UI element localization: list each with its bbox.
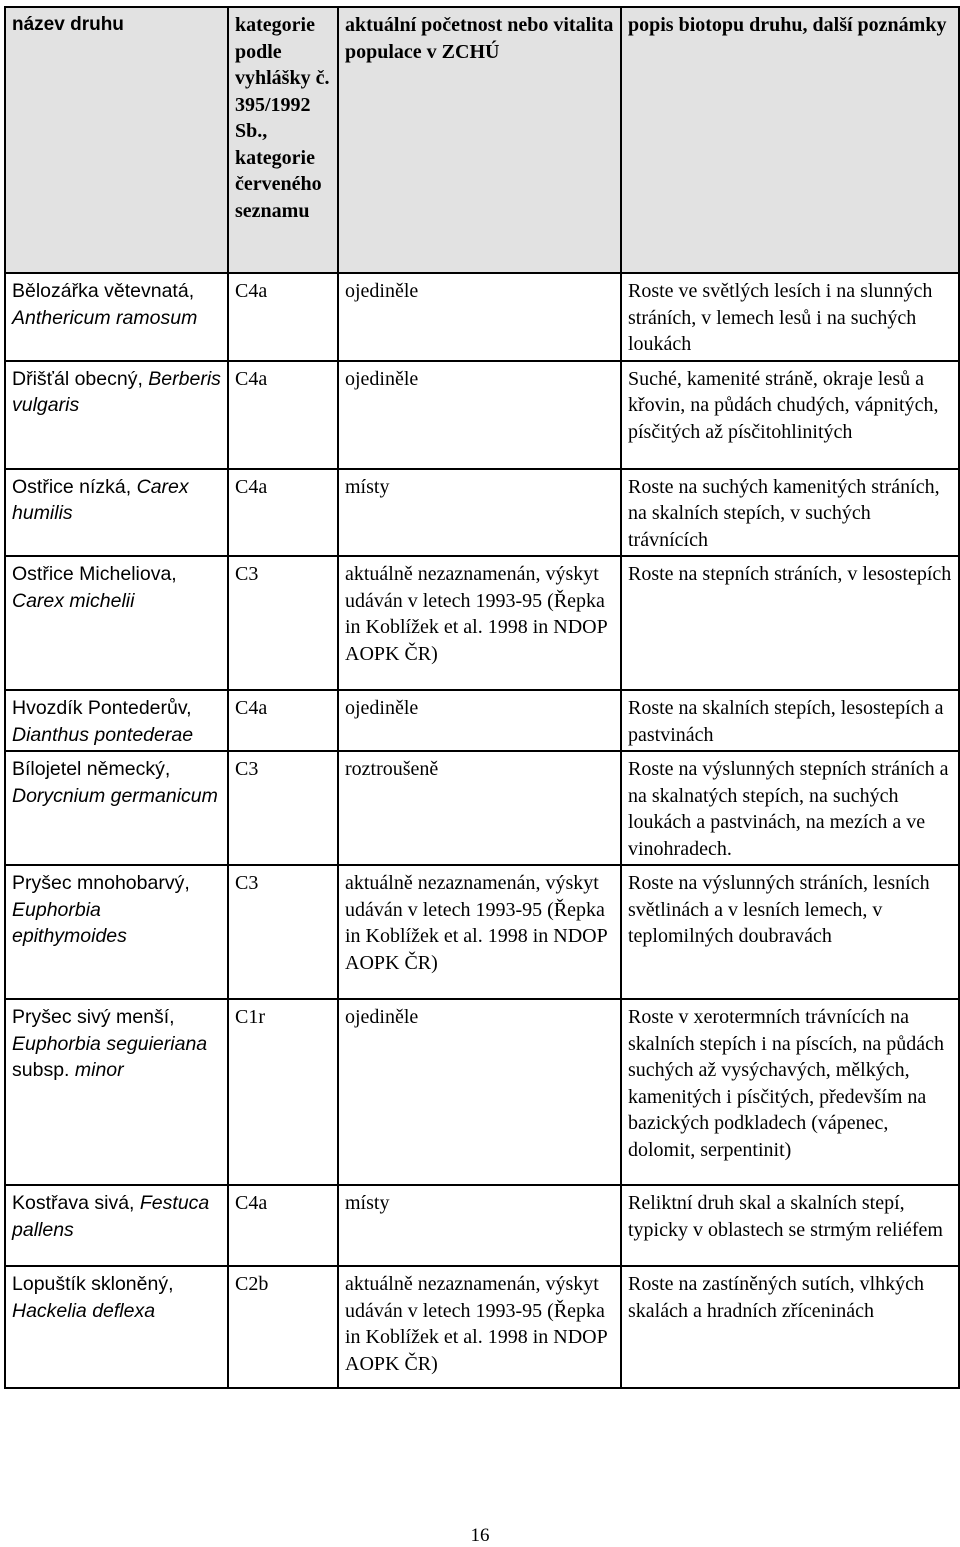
latin-name: Dorycnium germanicum (12, 784, 218, 807)
table-row (5, 1185, 959, 1266)
latin-name: Hackelia deflexa (12, 1299, 156, 1322)
population-cell: ojediněle (338, 361, 621, 469)
latin-name: Carex humilis (12, 475, 189, 524)
category-cell: C4a (228, 690, 338, 751)
header-species-name: název druhu (5, 7, 228, 273)
population-cell: místy (338, 469, 621, 557)
header-habitat-notes: popis biotopu druhu, další poznámky (621, 7, 959, 273)
table-header-row (5, 7, 959, 273)
habitat-notes-cell: Roste v xerotermních trávnících na skalních stepích i na píscích, na půdách suchých až vysýchavých, mělkých, kamenitých i písčitých, především na bazických podkladech (vápenec, dolomit, serpentinit) (621, 999, 959, 1185)
species-name-cell (5, 999, 228, 1185)
population-cell: aktuálně nezaznamenán, výskyt udáván v letech 1993-95 (Řepka in Koblížek et al. 1998 in NDOP AOPK ČR) (338, 556, 621, 690)
habitat-notes-cell: Roste na zastíněných sutích, vlhkých skalách a hradních zříceninách (621, 1266, 959, 1388)
habitat-notes-cell: Roste na skalních stepích, lesostepích a pastvinách (621, 690, 959, 751)
latin-name: Euphorbia epithymoides (12, 898, 127, 947)
habitat-notes-cell: Reliktní druh skal a skalních stepí, typicky v oblastech se strmým reliéfem (621, 1185, 959, 1266)
common-name: Pryšec mnohobarvý, (12, 872, 190, 894)
habitat-notes-cell: Roste na suchých kamenitých stráních, na skalních stepích, v suchých trávnících (621, 469, 959, 557)
common-name: Lopuštík skloněný, (12, 1273, 174, 1295)
species-name-cell (5, 1185, 228, 1266)
population-cell: ojediněle (338, 273, 621, 361)
population-cell: ojediněle (338, 690, 621, 751)
latin-name: Berberis vulgaris (12, 367, 221, 416)
species-name-cell (5, 865, 228, 999)
header-population: aktuální početnost nebo vitalita populace v ZCHÚ (338, 7, 621, 273)
common-name: Ostřice nízká, (12, 475, 132, 498)
common-name: Pryšec sivý menší, (12, 1006, 175, 1028)
header-category: kategorie podle vyhlášky č. 395/1992 Sb., kategorie červeného seznamu (228, 7, 338, 273)
habitat-notes-cell: Suché, kamenité stráně, okraje lesů a křovin, na půdách chudých, vápnitých, písčitých až písčitohlinitých (621, 361, 959, 469)
category-cell: C3 (228, 751, 338, 865)
habitat-notes-cell: Roste na výslunných stráních, lesních světlinách a v lesních lemech, v teplomilných doubravách (621, 865, 959, 999)
common-name: Hvozdík Pontederův, (12, 697, 192, 719)
habitat-notes-cell: Roste na stepních stráních, v lesostepích (621, 556, 959, 690)
category-cell: C4a (228, 469, 338, 557)
latin-rank: subsp. (12, 1059, 70, 1081)
category-cell: C4a (228, 273, 338, 361)
species-name-cell (5, 361, 228, 469)
table-row (5, 556, 959, 690)
table-row (5, 999, 959, 1185)
species-name-cell (5, 273, 228, 361)
table-row (5, 469, 959, 557)
table-row (5, 361, 959, 469)
latin-name: Euphorbia seguieriana (12, 1032, 208, 1055)
latin-name: Anthericum ramosum (12, 306, 198, 329)
species-name-cell (5, 690, 228, 751)
category-cell: C4a (228, 361, 338, 469)
habitat-notes-cell: Roste ve světlých lesích i na slunných stráních, v lemech lesů i na suchých loukách (621, 273, 959, 361)
latin-name: Carex michelii (12, 589, 135, 612)
species-name-cell (5, 751, 228, 865)
common-name: Bělozářka větevnatá, (12, 280, 195, 302)
species-table (4, 6, 960, 1389)
species-name-cell (5, 556, 228, 690)
table-row (5, 865, 959, 999)
common-name: Kostřava sivá, (12, 1192, 135, 1214)
category-cell: C4a (228, 1185, 338, 1266)
table-row (5, 751, 959, 865)
latin-name: Festuca pallens (12, 1192, 210, 1241)
page-number: 16 (470, 1525, 490, 1546)
category-cell: C3 (228, 865, 338, 999)
population-cell: místy (338, 1185, 621, 1266)
category-cell: C3 (228, 556, 338, 690)
population-cell: roztroušeně (338, 751, 621, 865)
table-row (5, 690, 959, 751)
table-row (5, 273, 959, 361)
latin-infraspecific: minor (74, 1059, 124, 1081)
species-name-cell (5, 469, 228, 557)
population-cell: ojediněle (338, 999, 621, 1185)
species-name-cell (5, 1266, 228, 1388)
common-name: Dřišťál obecný, (12, 367, 143, 390)
population-cell: aktuálně nezaznamenán, výskyt udáván v letech 1993-95 (Řepka in Koblížek et al. 1998 in NDOP AOPK ČR) (338, 865, 621, 999)
common-name: Bílojetel německý, (12, 758, 171, 780)
population-cell: aktuálně nezaznamenán, výskyt udáván v letech 1993-95 (Řepka in Koblížek et al. 1998 in NDOP AOPK ČR) (338, 1266, 621, 1388)
habitat-notes-cell: Roste na výslunných stepních stráních a na skalnatých stepích, na suchých loukách a pastvinách, na mezích a ve vinohradech. (621, 751, 959, 865)
table-body (5, 273, 959, 1388)
common-name: Ostřice Micheliova, (12, 563, 177, 585)
category-cell: C1r (228, 999, 338, 1185)
table-row (5, 1266, 959, 1388)
category-cell: C2b (228, 1266, 338, 1388)
latin-name: Dianthus pontederae (12, 723, 194, 746)
